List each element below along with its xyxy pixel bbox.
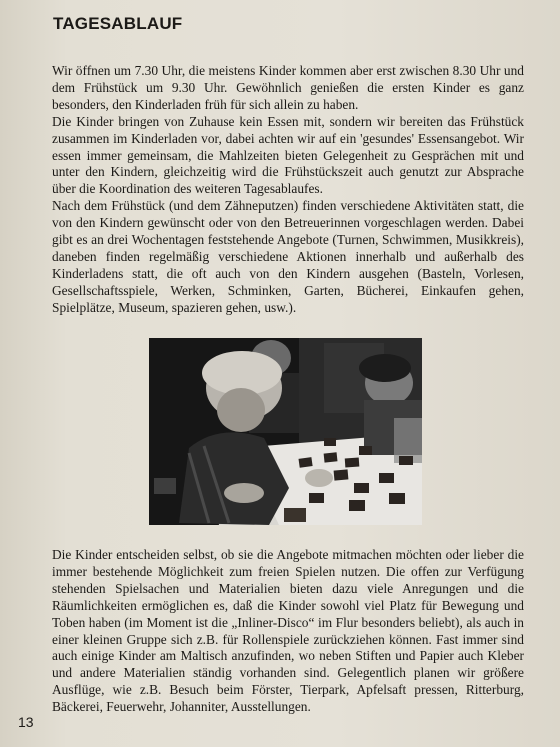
intro-text-block <box>52 63 524 317</box>
page-title: TAGESABLAUF <box>53 14 183 33</box>
paragraph-opening-hours: Wir öffnen um 7.30 Uhr, die meistens Kinder kommen aber erst zwischen 8.30 Uhr und dem Frühstück um 9.30 Uhr. Gewöhnlich genießen die ersten Kinder es ganz besonders, den Kinderladen früh für sich allein zu haben. <box>52 63 524 112</box>
paragraph-activities: Nach dem Frühstück (und dem Zähneputzen) finden verschiedene Aktivitäten statt, die von den Kindern gewünscht oder von den Betreuerinnen vorgeschlagen werden. Dabei gibt es an drei Wochentagen feststehende Angebote (Turnen, Schwimmen, Musikkreis), daneben finden regelmäßig verschiedene Aktionen innerhalb und außerhalb des Kinderladens statt, die oft auch von den Kindern ausgehen (Basteln, Vorlesen, Gesellschaftsspiele, Werken, Schminken, Garten, Bücherei, Einkaufen gehen, Spielplätze, Museum, spazieren gehen, usw.). <box>52 198 524 315</box>
children-playing-photo <box>149 338 422 525</box>
page-number: 13 <box>18 714 34 730</box>
paragraph-breakfast: Die Kinder bringen von Zuhause kein Essen mit, sondern wir bereiten das Frühstück zusammen im Kinderladen vor, dabei achten wir auf ein 'gesundes' Essensangebot. Wir essen immer gemeinsam, die Mahlzeiten bieten Gelegenheit zu Gesprächen mit und unter den Kindern, gleichzeitig wird die Frühstückszeit auch genutzt zur Absprache über die Koordination des weiteren Tagesablaufes. <box>52 113 524 197</box>
paragraph-free-play: Die Kinder entscheiden selbst, ob sie die Angebote mitmachen möchten oder lieber die immer bestehende Möglichkeit zum freien Spielen nutzen. Die offen zur Verfügung stehenden Spielsachen und Materialien bieten dazu viele Anregungen und die Räumlichkeiten ermöglichen es, daß die Kinder sowohl viel Platz für Bewegung und Toben haben (im Moment ist die „Inliner-Disco“ im Flur besonders beliebt), als auch in einer kleinen Gruppe sich z.B. für Rollenspiele zurückziehen können. Fast immer sind auch einige Kinder am Maltisch anzufinden, wo neben Stiften und Papier auch Kleber und andere Materialien ständig vorhanden sind. Gelegentlich planen wir größere Ausflüge, wie z.B. Besuch beim Förster, Tierpark, Apfelsaft pressen, Ritterburg, Bäckerei, Feuerwehr, Johanniter, Ausstellungen. <box>52 547 524 715</box>
free-play-text-block <box>52 547 524 716</box>
